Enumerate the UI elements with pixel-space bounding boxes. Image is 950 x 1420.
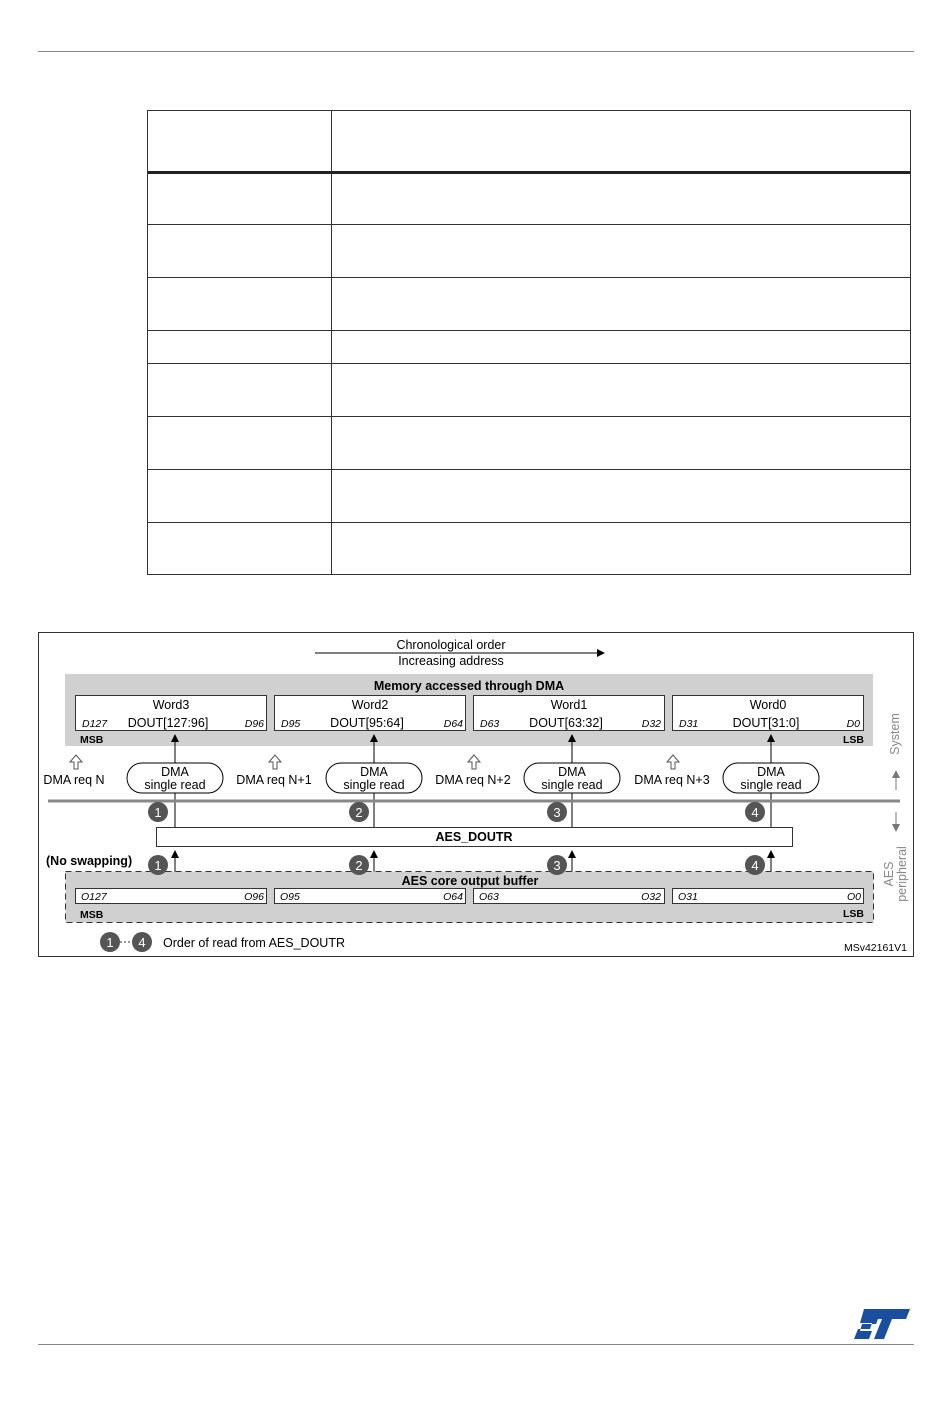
figure-id: MSv42161V1 — [843, 942, 907, 954]
svg-text:4: 4 — [138, 935, 146, 950]
word-field: DOUT[95:64] — [330, 716, 404, 730]
svg-text:DMA: DMA — [161, 765, 189, 779]
svg-text:2: 2 — [355, 805, 363, 820]
word-name: Word3 — [152, 698, 190, 712]
svg-text:DMA: DMA — [757, 765, 785, 779]
word-hi-bit: D63 — [480, 718, 500, 730]
step-circle — [547, 855, 567, 875]
word-lo-bit: D96 — [244, 718, 264, 730]
aes-side-label: AES — [882, 861, 896, 887]
dma-read-pill — [723, 763, 819, 793]
word-lo-bit: D32 — [641, 718, 661, 730]
core-lo-bit: O96 — [244, 891, 264, 903]
dma-read-pill — [524, 763, 620, 793]
step-circle — [148, 855, 168, 875]
legend-text: Order of read from AES_DOUTR — [163, 936, 346, 950]
svg-text:4: 4 — [751, 858, 759, 873]
word-name: Word2 — [351, 698, 389, 712]
step-circle — [745, 802, 765, 822]
word-name: Word0 — [749, 698, 787, 712]
svg-text:3: 3 — [553, 805, 561, 820]
dma-req-label: DMA req N+1 — [236, 773, 312, 787]
svg-text:DMA: DMA — [360, 765, 388, 779]
word-box-0 — [673, 696, 864, 731]
dma-req-label: DMA req N — [43, 773, 105, 787]
dma-req-label: DMA req N+3 — [634, 773, 710, 787]
word-hi-bit: D95 — [281, 718, 301, 730]
svg-text:1: 1 — [154, 805, 162, 820]
core-hi-bit: O127 — [81, 891, 107, 903]
step-circle — [349, 802, 369, 822]
st-logo — [854, 1307, 912, 1341]
core-word-box — [673, 889, 864, 904]
step-circle — [745, 855, 765, 875]
aes-doutr-label: AES_DOUTR — [435, 830, 513, 844]
step-circle — [148, 802, 168, 822]
word-box-1 — [474, 696, 665, 731]
core-word-box — [76, 889, 267, 904]
core-lo-bit: O32 — [641, 891, 661, 903]
memory-lsb-label: LSB — [843, 734, 864, 746]
word-box-3 — [76, 696, 267, 731]
svg-text:3: 3 — [553, 858, 561, 873]
core-word-box — [275, 889, 466, 904]
core-msb-label: MSB — [80, 909, 104, 921]
svg-text:2: 2 — [355, 858, 363, 873]
word-field: DOUT[31:0] — [732, 716, 800, 730]
core-hi-bit: O95 — [280, 891, 300, 903]
svg-text:single read: single read — [144, 778, 206, 792]
svg-text:DMA: DMA — [558, 765, 586, 779]
core-lo-bit: O64 — [443, 891, 463, 903]
chrono-label: Chronological order — [396, 638, 506, 652]
bottom-rule — [38, 1344, 914, 1345]
core-hi-bit: O63 — [479, 891, 499, 903]
core-hi-bit: O31 — [678, 891, 698, 903]
word-hi-bit: D127 — [82, 718, 108, 730]
word-lo-bit: D0 — [846, 718, 860, 730]
word-hi-bit: D31 — [679, 718, 699, 730]
svg-text:single read: single read — [343, 778, 405, 792]
svg-text:single read: single read — [740, 778, 802, 792]
word-lo-bit: D64 — [443, 718, 463, 730]
core-lsb-label: LSB — [843, 908, 864, 920]
memory-title: Memory accessed through DMA — [373, 679, 565, 693]
step-circle — [349, 855, 369, 875]
addr-label: Increasing address — [398, 654, 504, 668]
step-circle — [547, 802, 567, 822]
dma-req-label: DMA req N+2 — [435, 773, 511, 787]
svg-text:1: 1 — [106, 935, 114, 950]
memory-msb-label: MSB — [80, 734, 104, 746]
core-buffer-title: AES core output buffer — [401, 874, 539, 888]
word-field: DOUT[63:32] — [529, 716, 603, 730]
peripheral-side-label: peripheral — [895, 846, 909, 902]
word-field: DOUT[127:96] — [127, 716, 209, 730]
word-box-2 — [275, 696, 466, 731]
svg-text:single read: single read — [541, 778, 603, 792]
svg-text:1: 1 — [154, 858, 162, 873]
system-side-label: System — [888, 713, 902, 755]
word-name: Word1 — [550, 698, 588, 712]
dma-read-pill — [127, 763, 223, 793]
dma-read-pill — [326, 763, 422, 793]
core-word-box — [474, 889, 665, 904]
core-lo-bit: O0 — [846, 891, 861, 903]
no-swapping-label: (No swapping) — [46, 854, 133, 868]
svg-text:4: 4 — [751, 805, 759, 820]
